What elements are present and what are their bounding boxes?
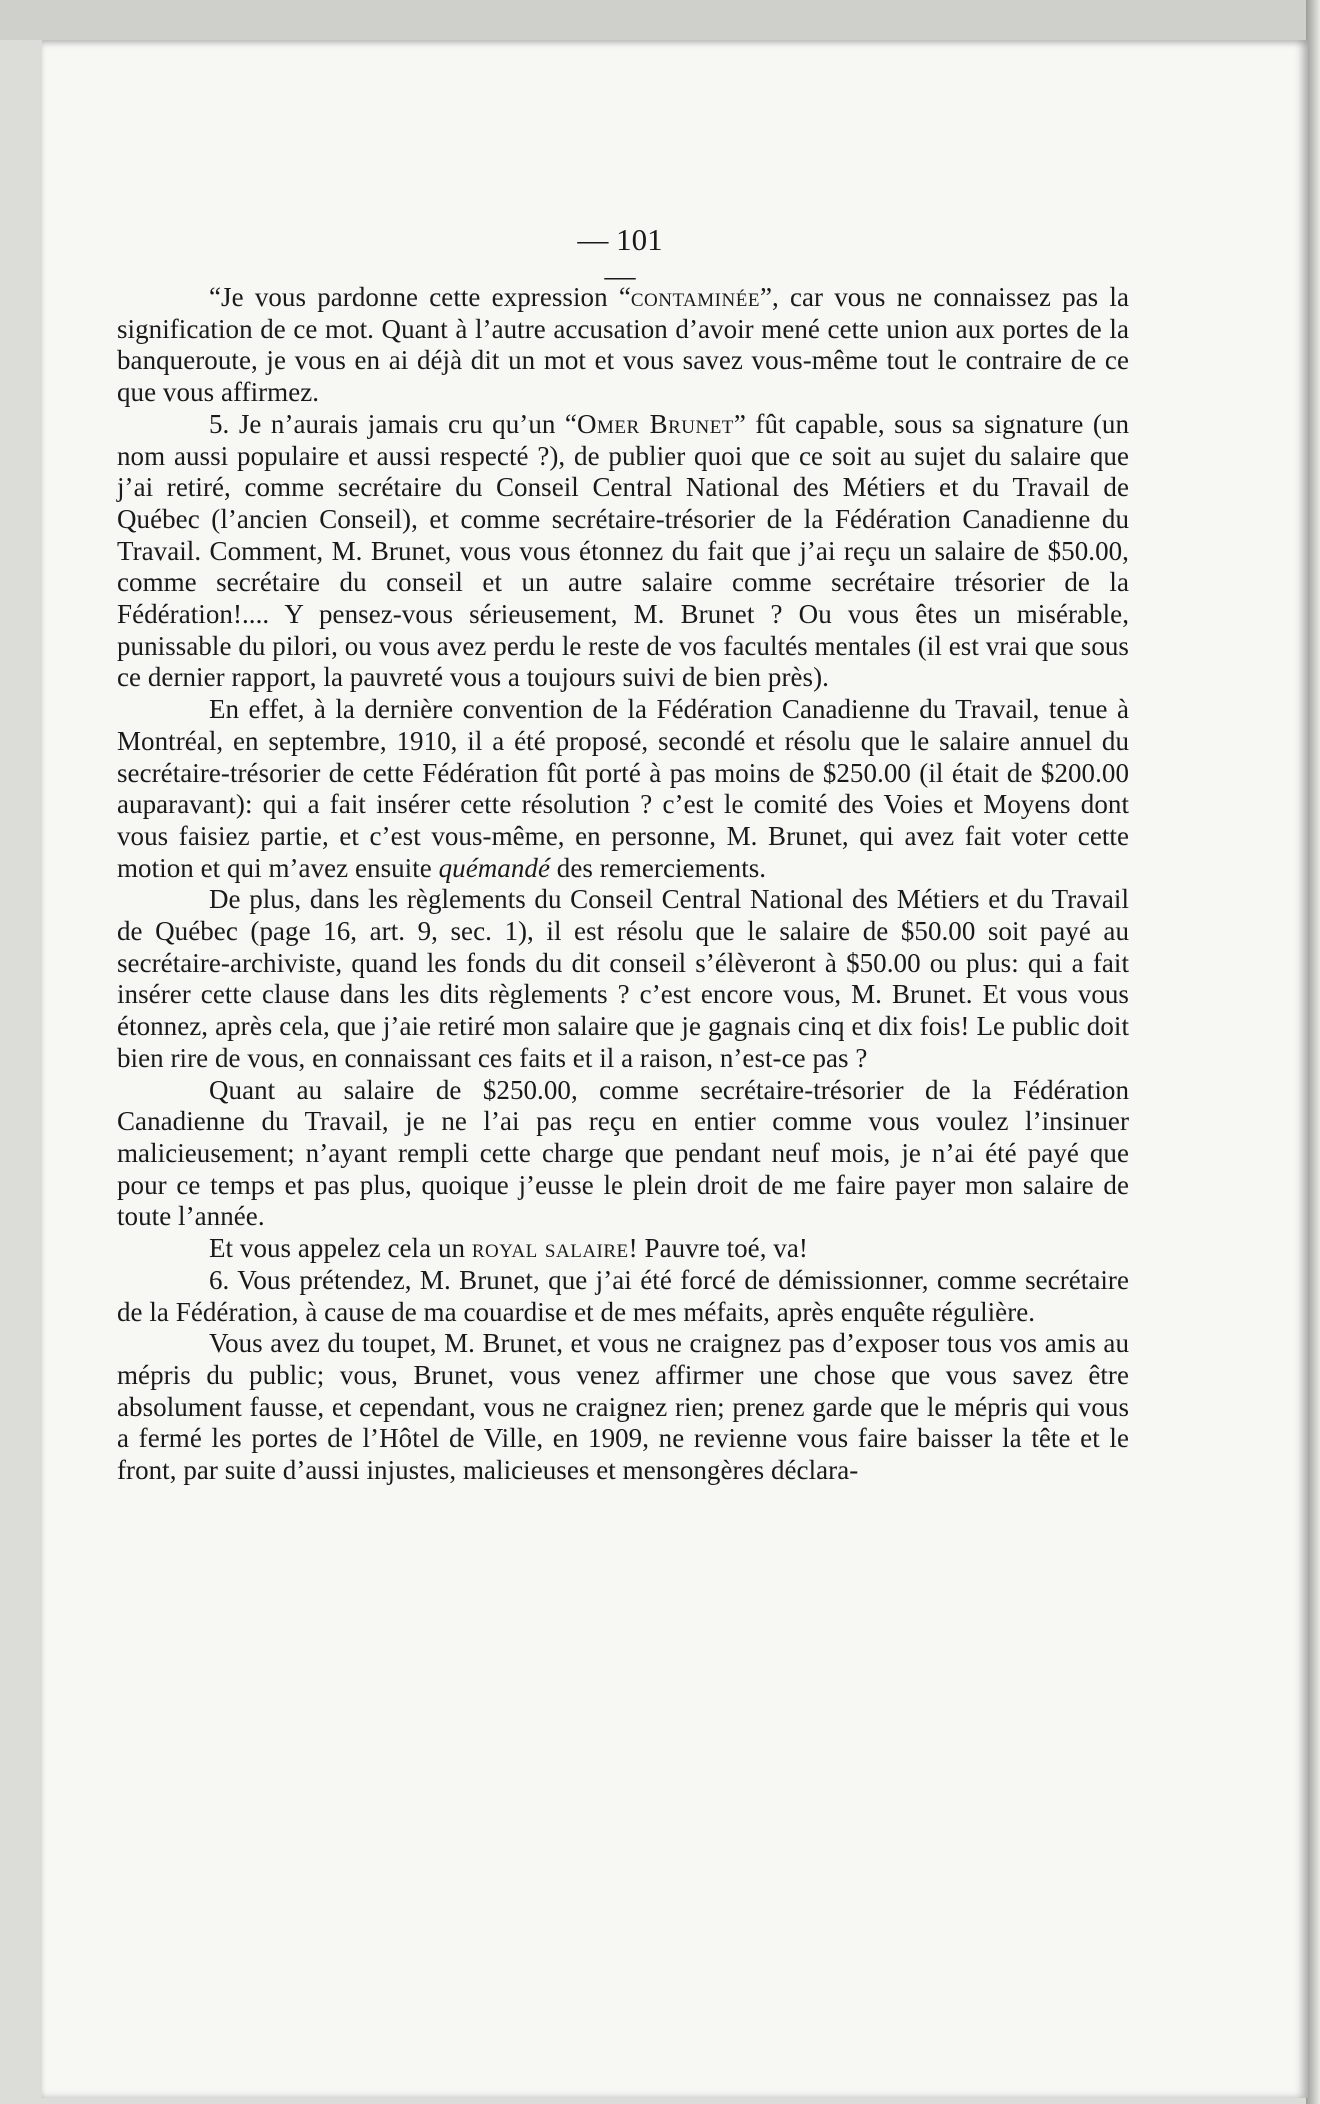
text-segment: Et vous appelez cela un (209, 1233, 472, 1264)
paragraph (117, 409, 1129, 694)
paragraph (117, 282, 1129, 409)
italic-text: quémandé (438, 852, 550, 883)
small-caps-text: royal salaire (471, 1233, 629, 1264)
text-segment: ”, car vous ne connaissez pas la signification de ce mot. Quant à l’autre accusation d’avoir mené cette union aux portes de la banqueroute, je vous en ai déjà dit un mot et vous savez vous-même tout le contraire de ce que vous affirmez. (117, 282, 1129, 408)
paragraph (117, 1328, 1129, 1487)
text-segment: “Je vous pardonne cette expression “ (209, 282, 631, 312)
text-segment: Vous avez du toupet, M. Brunet, et vous ne craignez pas d’exposer tous vos amis au mépris du public; vous, Brunet, vous venez affirmer une chose que vous savez être absolument fausse, et cependant, vous ne craignez rien; prenez garde que le mépris qui vous a fermé les portes de l’Hôtel de Ville, en 1909, ne revienne vous faire baisser la tête et le front, par suite d’aussi injustes, malicieuses et mensongères déclara- (117, 1328, 1129, 1486)
scan-right-edge (1306, 0, 1320, 2104)
paragraph (117, 1265, 1129, 1328)
body-text (117, 282, 1129, 1487)
page-number: — 101 — (577, 222, 663, 293)
text-segment: Quant au salaire de $250.00, comme secrétaire-trésorier de la Fédération Canadienne du Travail, je ne l’ai pas reçu en entier comme vous voulez l’insinuer malicieusement; n’ayant rempli cette charge que pendant neuf mois, je n’ai été payé que pour ce temps et pas plus, quoique j’eusse le plein droit de me faire payer mon salaire de toute l’année. (117, 1074, 1129, 1232)
text-segment: des remerciements. (550, 852, 767, 883)
scan-top-margin (0, 0, 1320, 40)
paragraph (117, 884, 1129, 1074)
paragraph (117, 694, 1129, 884)
text-segment: En effet, à la dernière convention de la Fédération Canadienne du Travail, tenue à Montréal, en septembre, 1910, il a été proposé, secondé et résolu que le salaire annuel du secrétaire-trésorier de cette Fédération fût porté à pas moins de $250.00 (il était de $200.00 auparavant): qui a fait insérer cette résolution ? c’est le comité des Voies et Moyens dont vous faisiez partie, et c’est vous-même, en personne, M. Brunet, qui avez fait voter cette motion et qui m’avez ensuite (117, 694, 1129, 883)
text-segment: De plus, dans les règlements du Conseil Central National des Métiers et du Travail de Québec (page 16, art. 9, sec. 1), il est résolu que le salaire de $50.00 soit payé au secrétaire-archiviste, quand les fonds du dit conseil s’élèveront à $50.00 ou plus: qui a fait insérer cette clause dans les dits règlements ? c’est encore vous, M. Brunet. Et vous vous étonnez, après cela, que j’aie retiré mon salaire que je gagnais cinq et dix fois! Le public doit bien rire de vous, en connaissant ces faits et il a raison, n’est-ce pas ? (117, 884, 1129, 1073)
paragraph (117, 1075, 1129, 1234)
small-caps-text: contaminée (630, 282, 760, 312)
small-caps-text: Omer Brunet (576, 408, 734, 439)
text-segment: 5. Je n’aurais jamais cru qu’un “ (209, 408, 577, 439)
text-segment: ” fût capable, sous sa signature (un nom aussi populaire et aussi respecté ?), de publier quoi que ce soit au sujet du salaire que j’ai retiré, comme secrétaire du Conseil Central National des Métiers et du Travail de Québec (l’ancien Conseil), et comme secrétaire-trésorier de la Fédération Canadienne du Travail. Comment, M. Brunet, vous vous étonnez du fait que j’ai reçu un salaire de $50.00, comme secrétaire du conseil et un autre salaire comme secrétaire trésorier de la Fédération!.... Y pensez-vous sérieusement, M. Brunet ? Ou vous êtes un misérable, punissable du pilori, ou vous avez perdu le reste de vos facultés mentales (il est vrai que sous ce dernier rapport, la pauvreté vous a toujours suivi de bien près). (117, 408, 1129, 693)
paragraph (117, 1233, 1129, 1265)
text-segment: 6. Vous prétendez, M. Brunet, que j’ai été forcé de démissionner, comme secrétaire de la Fédération, à cause de ma couardise et de mes méfaits, après enquête régulière. (117, 1264, 1129, 1327)
text-segment: ! Pauvre toé, va! (628, 1233, 808, 1264)
